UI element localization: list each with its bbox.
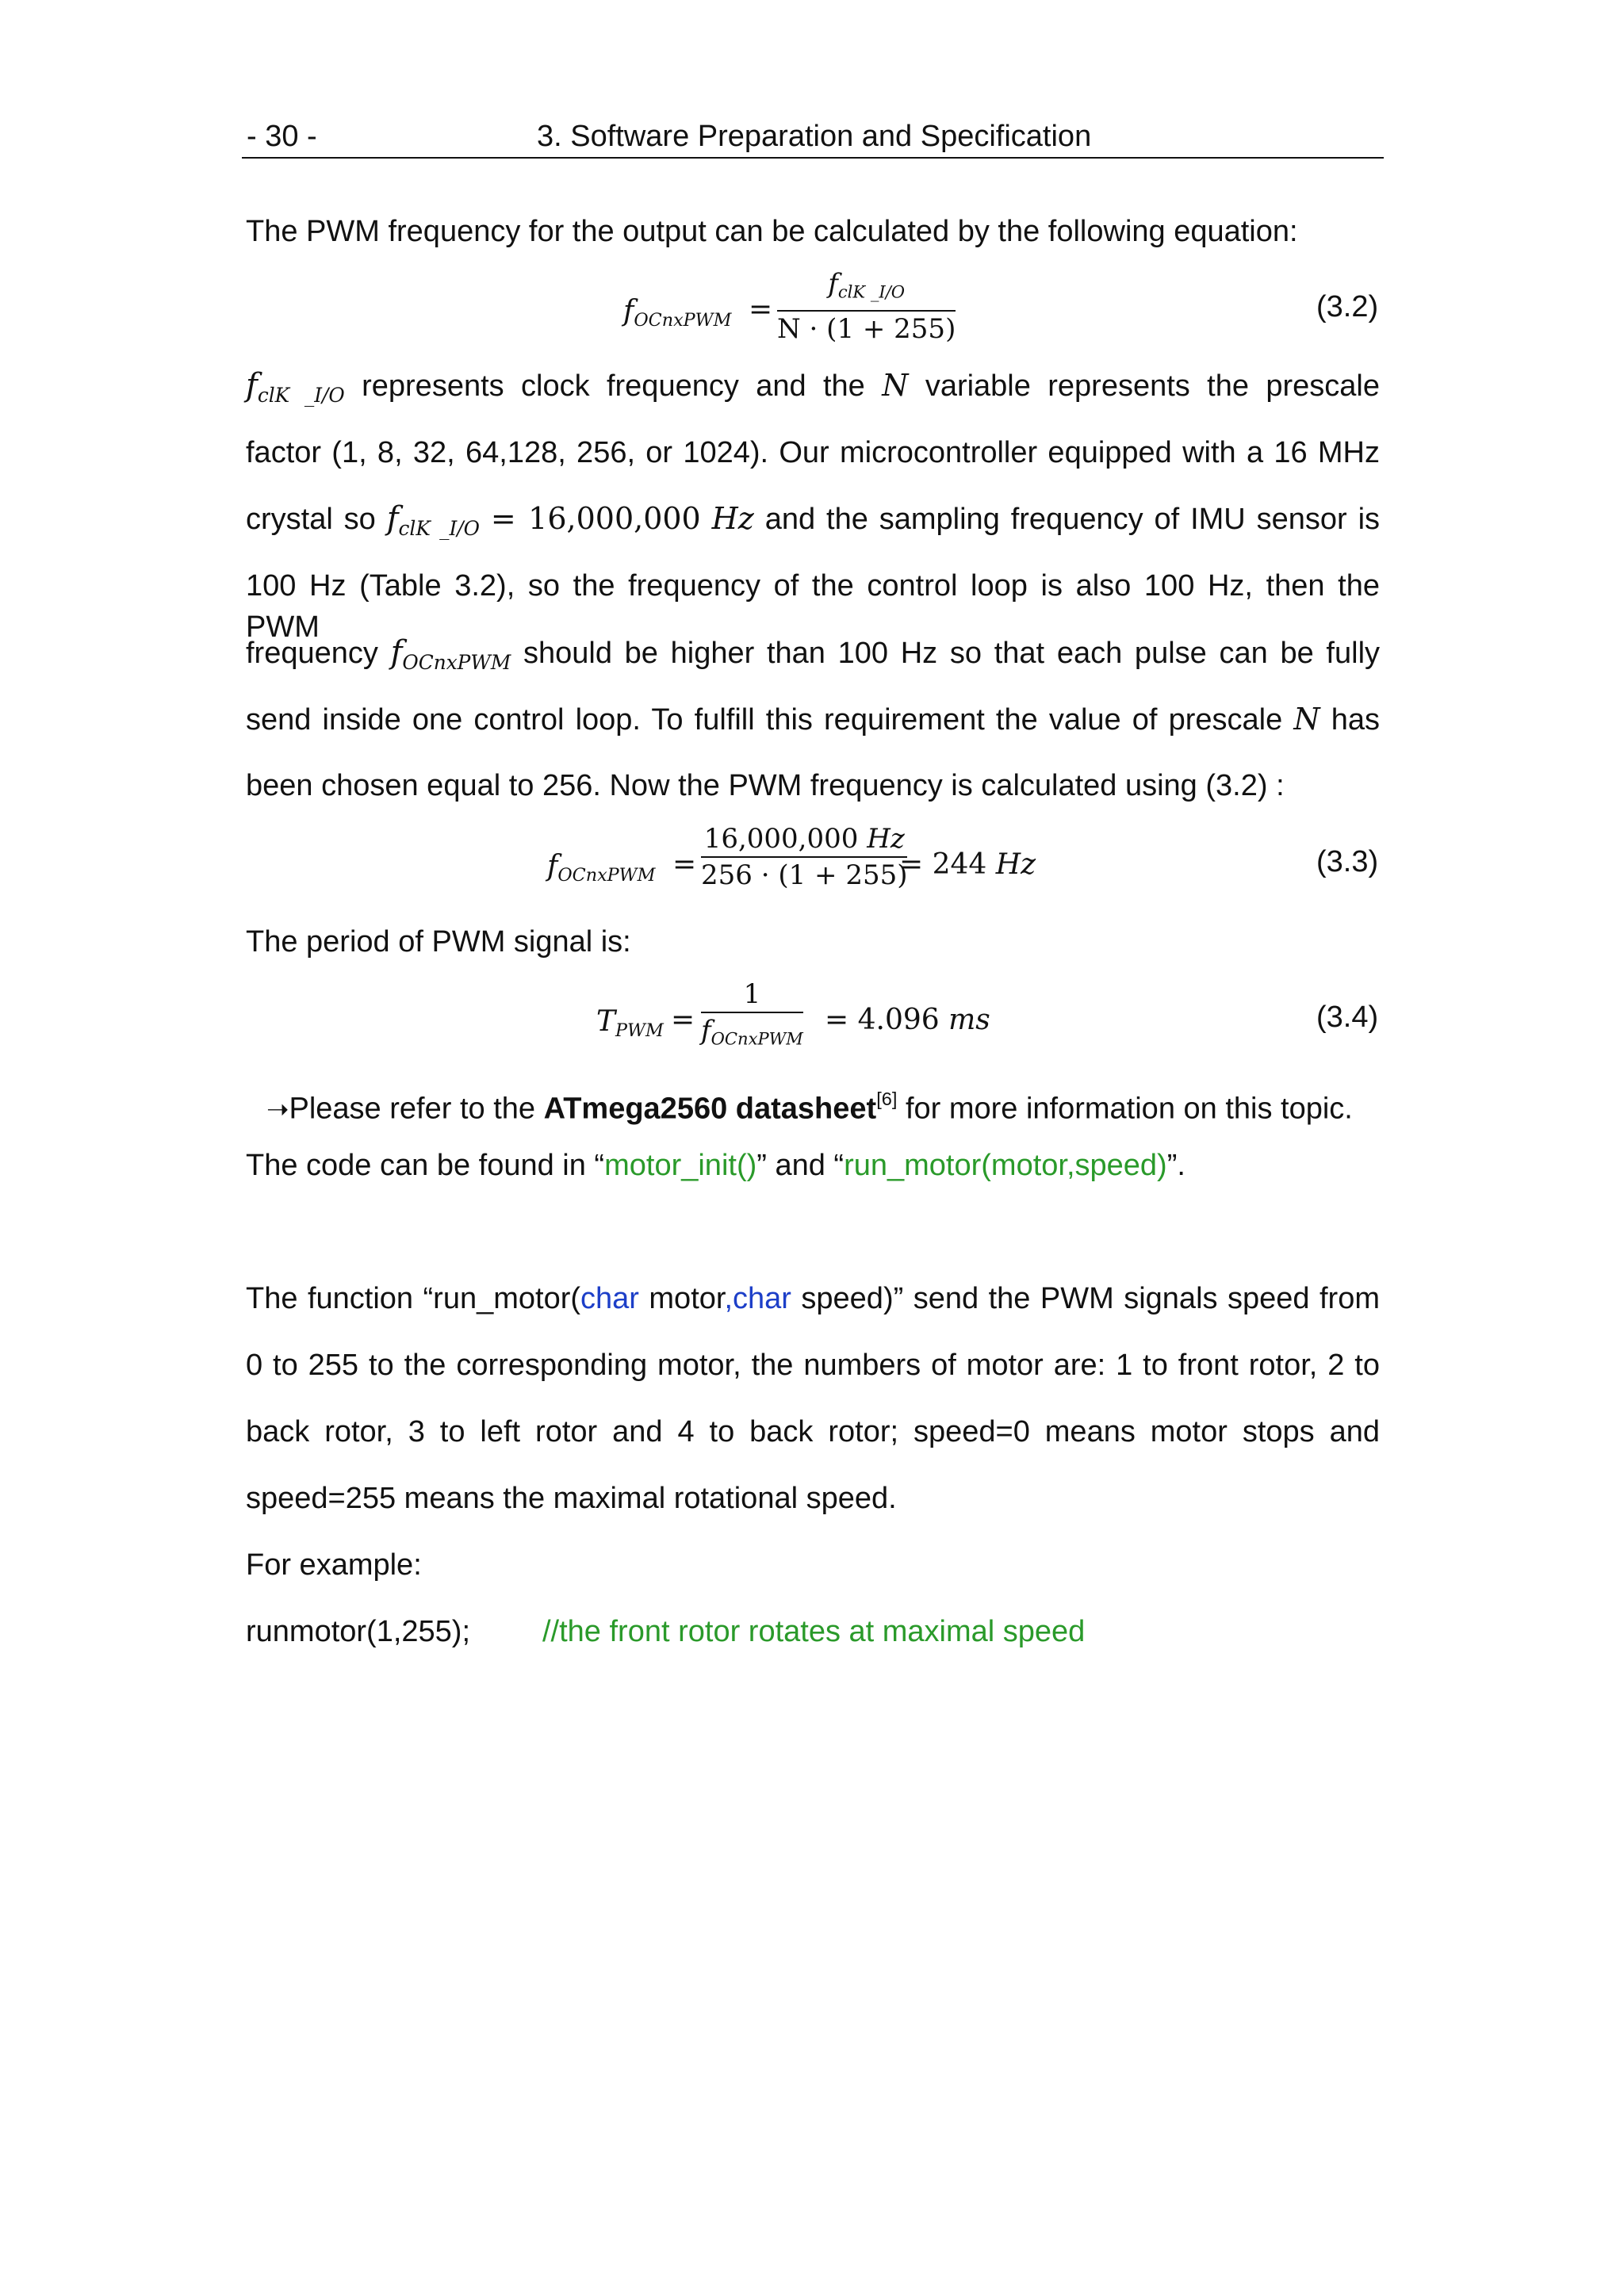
paragraph-line: 0 to 255 to the corresponding motor, the numbers of motor are: 1 to front rotor, 2 to — [246, 1349, 1380, 1382]
equals-sign: = — [671, 1004, 695, 1036]
text: Please refer to the — [289, 1092, 536, 1126]
citation-marker: [6] — [876, 1089, 898, 1109]
text: has — [1331, 703, 1381, 737]
page-number: - 30 - — [247, 120, 317, 153]
page-header — [242, 116, 1384, 159]
text: should be higher than 100 Hz so that each pulse can be fully — [523, 637, 1381, 670]
clock-value: = 16,000,000 — [490, 501, 701, 536]
code-example — [246, 1611, 1380, 1652]
paragraph-line — [246, 632, 1380, 683]
equation-3-4 — [0, 977, 1624, 1064]
symbol-n: N — [882, 368, 909, 403]
text: variable represents the prescale — [925, 369, 1380, 403]
text: The code can be found in “ — [246, 1149, 605, 1182]
equation-number: (3.4) — [1316, 1001, 1379, 1034]
equation-lhs: $f_{OCnxPWM}$ — [623, 295, 732, 331]
text: for more information on this topic. — [905, 1092, 1353, 1126]
fraction — [701, 821, 907, 893]
fraction-numerator: 16,000,000 Hz — [703, 823, 905, 855]
paragraph-line: back rotor, 3 to left rotor and 4 to back rotor; speed=0 means motor stops and — [246, 1415, 1380, 1448]
paragraph-line — [246, 698, 1380, 740]
paragraph-line: been chosen equal to 256. Now the PWM frequency is calculated using (3.2) : — [246, 769, 1285, 802]
function-name: run_motor(motor,speed) — [844, 1149, 1167, 1182]
equation-number: (3.2) — [1316, 290, 1379, 323]
fraction-numerator: 1 — [743, 978, 761, 1010]
intro-paragraph: The PWM frequency for the output can be calculated by the following equation: — [246, 215, 1298, 248]
paragraph-line — [246, 1278, 1380, 1319]
text: frequency — [246, 637, 378, 670]
equation-lhs: $f_{OCnxPWM}$ — [547, 850, 656, 886]
paragraph-line — [246, 498, 1380, 549]
paragraph-line: 100 Hz (Table 3.2), so the frequency of the control loop is also 100 Hz, then the PWM — [246, 569, 1380, 644]
fraction-denominator: 256 · (1 + 255) — [701, 859, 908, 891]
equation-3-3 — [0, 821, 1624, 909]
period-sentence: The period of PWM signal is: — [246, 925, 631, 959]
equation-3-2 — [0, 266, 1624, 354]
arrow-icon: ➝ — [266, 1093, 289, 1126]
equation-result: = 244 Hz — [899, 848, 1036, 881]
fraction-denominator: N · (1 + 255) — [777, 312, 956, 345]
paragraph-line: speed=255 means the maximal rotational speed. — [246, 1482, 897, 1515]
function-name: motor_init() — [604, 1149, 757, 1182]
paragraph-line: factor (1, 8, 32, 64,128, 256, or 1024). Our microcontroller equipped with a 16 MHz — [246, 436, 1380, 469]
fraction-numerator: $f_{clK \_I/O}$ — [828, 268, 906, 302]
chapter-title: 3. Software Preparation and Specification — [537, 120, 1092, 153]
text: ”. — [1166, 1149, 1185, 1182]
text: crystal so — [246, 503, 376, 536]
equation-lhs: $T_{PWM}$ — [596, 1005, 664, 1042]
paragraph-line — [246, 365, 1380, 416]
equation-number: (3.3) — [1316, 845, 1379, 878]
text: represents clock frequency and the — [362, 369, 865, 403]
unit-hz: Hz — [711, 501, 754, 536]
code-statement: runmotor(1,255); — [246, 1615, 471, 1648]
symbol-fclk: $f_{clK \_I/O}$ — [246, 367, 345, 407]
fraction — [701, 977, 803, 1057]
text: ” and “ — [756, 1149, 845, 1182]
symbol-fclk: $f_{clK \_I/O}$ — [386, 500, 480, 540]
equals-sign: = — [749, 293, 773, 326]
datasheet-reference — [266, 1078, 1392, 1130]
datasheet-name: ATmega2560 datasheet — [543, 1092, 877, 1126]
equals-sign: = — [672, 848, 697, 881]
symbol-n: N — [1293, 702, 1320, 737]
text: send inside one control loop. To fulfill this requirement the value of prescale — [246, 703, 1283, 737]
text: and the sampling frequency of IMU sensor is — [764, 503, 1381, 536]
equation-result: = 4.096 ms — [825, 1004, 990, 1036]
symbol-focnxpwm: $f_{OCnxPWM}$ — [390, 634, 511, 674]
text: The function “run_motor(char motor,char speed)” send the PWM signals speed from — [246, 1282, 1380, 1315]
example-label: For example: — [246, 1548, 422, 1582]
code-location-line — [246, 1145, 1380, 1186]
code-comment: //the front rotor rotates at maximal speed — [542, 1615, 1086, 1648]
fraction — [777, 266, 956, 346]
fraction-denominator: $f_{OCnxPWM}$ — [701, 1015, 803, 1049]
